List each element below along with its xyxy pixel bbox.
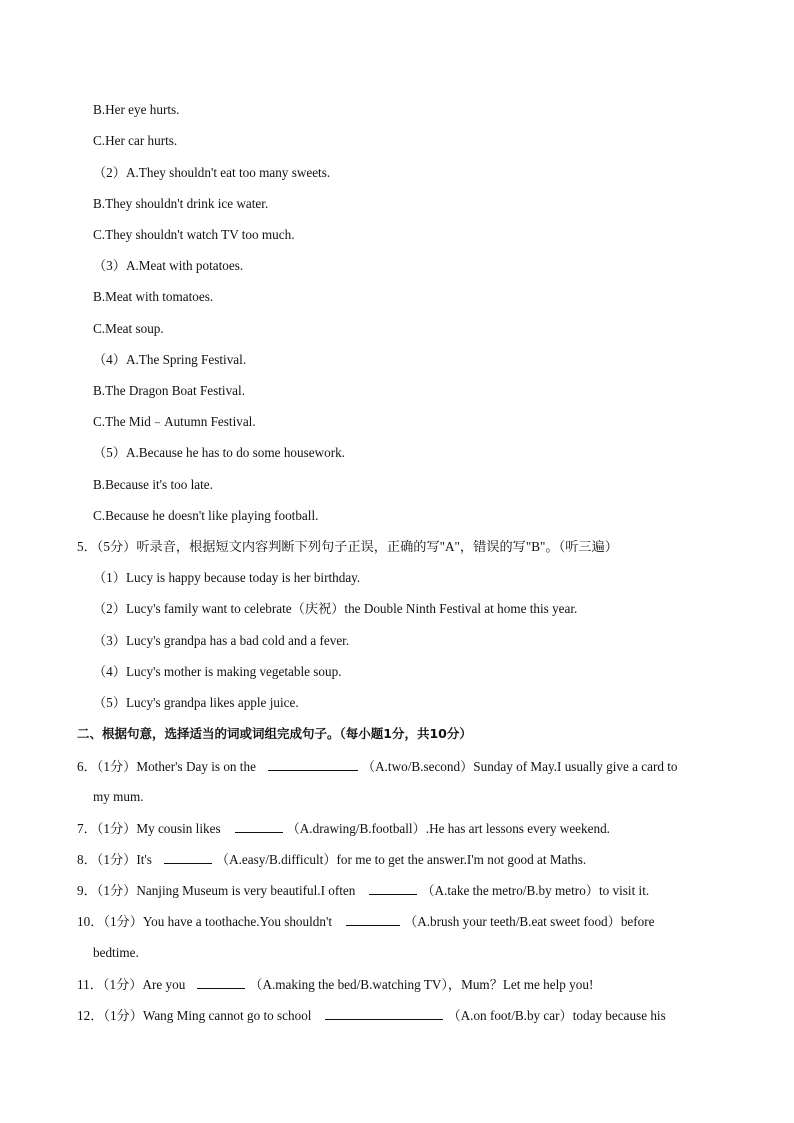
q11-answer-blank[interactable] (197, 975, 245, 989)
q10-answer-blank[interactable] (346, 912, 400, 926)
q11 (77, 975, 593, 994)
q4-5-option-b: B.Because it's too late. (93, 477, 213, 492)
q7 (77, 819, 610, 838)
q7-answer-blank[interactable] (235, 819, 283, 833)
q6 (77, 757, 678, 776)
q4-2-option-b: B.They shouldn't drink ice water. (93, 196, 269, 211)
q9-answer-blank[interactable] (369, 881, 417, 895)
q8-answer-blank[interactable] (164, 850, 212, 864)
q11-prompt: 11．（1分）Are you (77, 977, 186, 992)
section-2-heading: 二、根据句意，选择适当的词或词组完成句子。（每小题1分，共10分） (77, 726, 472, 741)
q4-4-option-c: C.The Mid﹣Autumn Festival. (93, 414, 256, 429)
q6-prompt: 6．（1分）Mother's Day is on the (77, 759, 256, 774)
q5-item-3: （3）Lucy's grandpa has a bad cold and a fever. (93, 633, 350, 648)
q12 (77, 1006, 666, 1025)
q4-3-option-c: C.Meat soup. (93, 321, 164, 336)
q4-5-option-a: （5）A.Because he has to do some housework. (93, 445, 345, 460)
q4-3-option-b: B.Meat with tomatoes. (93, 289, 214, 304)
q12-options: （A.on foot/B.by car）today because his (447, 1008, 666, 1023)
q12-prompt: 12．（1分）Wang Ming cannot go to school (77, 1008, 312, 1023)
q5-title: 5．（5分）听录音，根据短文内容判断下列句子正误，正确的写"A"，错误的写"B"。（听三遍） (77, 539, 618, 554)
q10-options: （A.brush your teeth/B.eat sweet food）before (404, 914, 655, 929)
q9-options: （A.take the metro/B.by metro）to visit it. (421, 883, 650, 898)
q4-1-option-b: B.Her eye hurts. (93, 102, 180, 117)
q8-prompt: 8．（1分）It's (77, 852, 152, 867)
q12-answer-blank[interactable] (325, 1006, 443, 1020)
q4-3-option-a: （3）A.Meat with potatoes. (93, 258, 244, 273)
q4-2-option-a: （2）A.They shouldn't eat too many sweets. (93, 165, 331, 180)
q5-item-2: （2）Lucy's family want to celebrate（庆祝）the Double Ninth Festival at home this year. (93, 601, 578, 616)
q9-prompt: 9．（1分）Nanjing Museum is very beautiful.I often (77, 883, 356, 898)
q10-continuation: bedtime. (93, 945, 139, 960)
q4-1-option-c: C.Her car hurts. (93, 133, 178, 148)
q4-5-option-c: C.Because he doesn't like playing football. (93, 508, 319, 523)
q10-prompt: 10．（1分）You have a toothache.You shouldn't (77, 914, 333, 929)
q4-4-option-a: （4）A.The Spring Festival. (93, 352, 247, 367)
q11-options: （A.making the bed/B.watching TV），Mum？Let me help you! (249, 977, 594, 992)
q9 (77, 881, 649, 900)
q5-item-4: （4）Lucy's mother is making vegetable soup. (93, 664, 342, 679)
q8-options: （A.easy/B.difficult）for me to get the answer.I'm not good at Maths. (215, 852, 587, 867)
q7-prompt: 7．（1分）My cousin likes (77, 821, 221, 836)
q5-item-5: （5）Lucy's grandpa likes apple juice. (93, 695, 299, 710)
q6-answer-blank[interactable] (268, 757, 358, 771)
q6-continuation: my mum. (93, 789, 144, 804)
q4-4-option-b: B.The Dragon Boat Festival. (93, 383, 245, 398)
q7-options: （A.drawing/B.football）.He has art lessons every weekend. (286, 821, 610, 836)
q4-2-option-c: C.They shouldn't watch TV too much. (93, 227, 295, 242)
q5-item-1: （1）Lucy is happy because today is her birthday. (93, 570, 361, 585)
q6-options: （A.two/B.second）Sunday of May.I usually give a card to (361, 759, 678, 774)
q8 (77, 850, 586, 869)
q10 (77, 912, 655, 931)
